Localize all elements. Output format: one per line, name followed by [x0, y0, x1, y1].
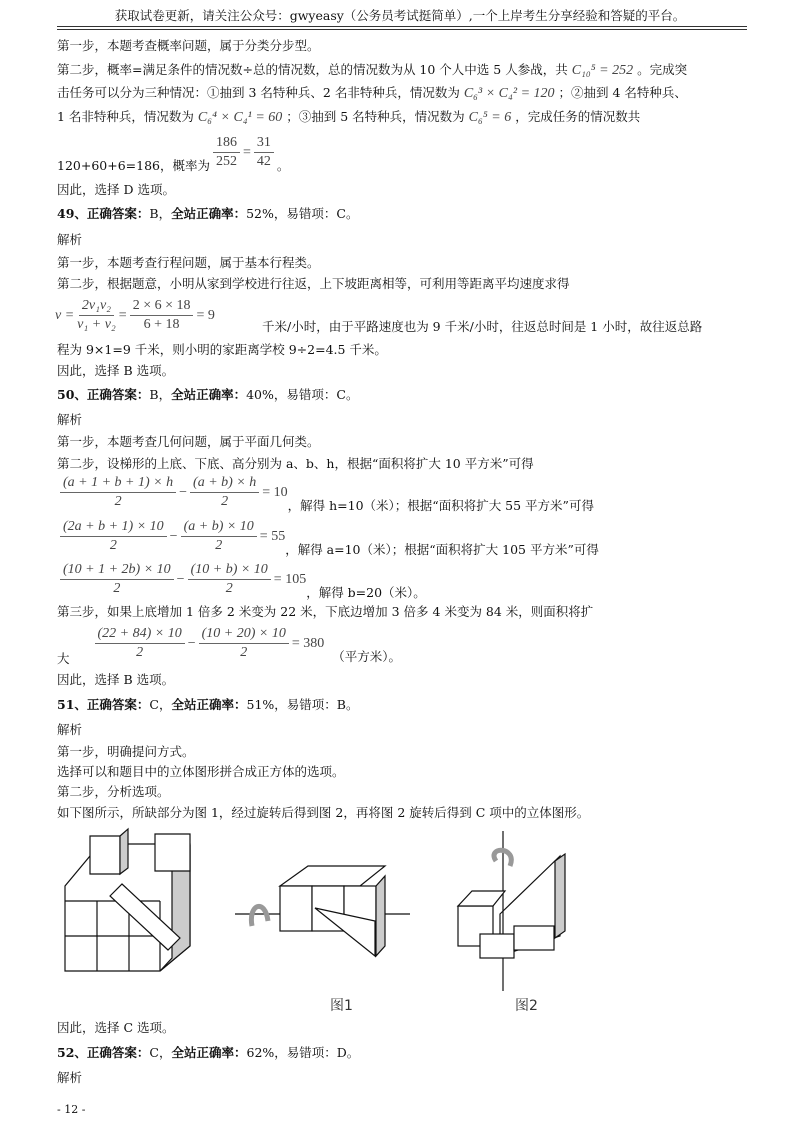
answer: C，	[149, 697, 172, 712]
q49-formula	[55, 297, 215, 334]
text: 120+60+6=186，概率为	[57, 158, 210, 173]
q50-step1: 第一步，本题考查几何问题，属于平面几何类。	[57, 434, 320, 449]
numerator: (10 + 1 + 2b) × 10	[60, 561, 174, 580]
equals: =	[118, 308, 127, 323]
result: = 10	[262, 485, 288, 500]
text: ，完成任务的情况数共	[515, 109, 641, 124]
label: 51、正确答案：	[57, 697, 150, 712]
fraction	[95, 625, 185, 662]
denominator: 252	[216, 154, 237, 169]
fraction	[60, 474, 176, 511]
minus: −	[179, 485, 188, 500]
label: 全站正确率：	[171, 387, 247, 402]
math: v =	[55, 308, 75, 323]
math: C₁₀⁵ = 252	[571, 63, 634, 78]
numerator: 31	[254, 134, 274, 153]
math: C₆⁵ = 6	[468, 110, 512, 125]
fraction	[213, 134, 240, 171]
q50-equation-3	[57, 561, 426, 602]
rate: 40%，易错项：C。	[246, 387, 359, 402]
fraction	[130, 297, 194, 334]
label: 49、正确答案：	[57, 206, 150, 221]
minus: −	[169, 529, 178, 544]
q50-step2: 第二步，设梯形的上底、下底、高分别为 a、b、h，根据“面积将扩大 10 平方米”可得	[57, 456, 534, 471]
q51-conclusion: 因此，选择 C 选项。	[57, 1020, 175, 1035]
q51-line2: 选择可以和题目中的立体图形拼合成正方体的选项。	[57, 764, 345, 779]
q48-step2	[57, 61, 687, 80]
denominator: v₁ + v₂	[77, 317, 116, 332]
denominator: 6 + 18	[143, 317, 180, 332]
fraction	[190, 474, 259, 511]
numerator: (a + 1 + b + 1) × h	[60, 474, 176, 493]
label: 52、正确答案：	[57, 1045, 150, 1060]
label: 50、正确答案：	[57, 387, 150, 402]
denominator: 2	[221, 494, 229, 509]
q48-line4	[57, 108, 640, 127]
figure-1-caption: 图1	[330, 998, 353, 1014]
label: 全站正确率：	[171, 1045, 247, 1060]
label: 全站正确率：	[171, 697, 247, 712]
text: 。完成突	[637, 62, 688, 77]
result: = 105	[273, 572, 307, 587]
denominator: 2	[225, 581, 233, 596]
text: （平方米）。	[332, 649, 402, 664]
numerator: (10 + b) × 10	[188, 561, 271, 580]
text: ，解得 a=10（米）；根据“面积将扩大 105 平方米”可得	[285, 542, 599, 557]
denominator: 2	[113, 581, 121, 596]
text: ；②抽到 4 名特种兵、	[558, 85, 687, 100]
result: = 380	[291, 636, 325, 651]
q48-line5	[57, 134, 289, 175]
text: ，解得 h=10（米）；根据“面积将扩大 55 平方米”可得	[287, 498, 594, 513]
fraction	[254, 134, 274, 171]
figure-1-illustration	[235, 866, 410, 956]
numerator: 186	[213, 134, 240, 153]
q50-conclusion: 因此，选择 B 选项。	[57, 672, 175, 687]
q48-line3	[57, 84, 687, 103]
text: 第二步，概率=满足条件的情况数÷总的情况数，总的情况数为从 10 个人中选 5 人参战，共	[57, 62, 568, 77]
q50-equation-1	[57, 474, 594, 515]
denominator: 2	[114, 494, 122, 509]
q50-answer-header	[57, 386, 358, 404]
equals: =	[243, 145, 251, 160]
page-header: 获取试卷更新，请关注公众号：gwyeasy（公务员考试挺简单）,一个上岸考生分享经验和答疑的平台。	[114, 8, 686, 23]
text: 。	[276, 158, 290, 173]
q48-step1: 第一步，本题考查概率问题，属于分类分步型。	[57, 38, 320, 53]
q51-step2: 第二步，分析选项。	[57, 784, 170, 799]
rate: 52%，易错项：C。	[246, 206, 359, 221]
fraction	[60, 561, 174, 598]
q48-conclusion: 因此，选择 D 选项。	[57, 182, 175, 197]
numerator: 2v₁v₂	[79, 297, 114, 316]
denominator: 2	[240, 645, 248, 660]
q50-analysis-label: 解析	[57, 412, 83, 427]
numerator: (a + b) × 10	[181, 518, 257, 537]
q49-step2: 第二步，根据题意，小明从家到学校进行往返，上下坡距离相等，可利用等距离平均速度求得	[57, 276, 570, 291]
text: 大	[57, 651, 70, 666]
denominator: 2	[215, 538, 223, 553]
numerator: (2a + b + 1) × 10	[60, 518, 167, 537]
q51-step1: 第一步，明确提问方式。	[57, 744, 195, 759]
q52-analysis-label: 解析	[57, 1070, 83, 1085]
q49-analysis-label: 解析	[57, 232, 83, 247]
numerator: (10 + 20) × 10	[199, 625, 289, 644]
q51-analysis-label: 解析	[57, 722, 83, 737]
fraction	[188, 561, 271, 598]
q49-line3: 千米/小时，由于平路速度也为 9 千米/小时，往返总时间是 1 小时，故往返总路	[262, 319, 703, 334]
minus: −	[176, 572, 185, 587]
q52-answer-header	[57, 1044, 359, 1062]
text: 1 名非特种兵，情况数为	[57, 109, 194, 124]
numerator: (22 + 84) × 10	[95, 625, 185, 644]
figure-2-caption: 图2	[515, 998, 538, 1014]
text: ，解得 b=20（米）。	[306, 585, 426, 600]
math: C₆⁴ × C₄¹ = 60	[197, 110, 283, 125]
rate: 51%，易错项：B。	[246, 697, 359, 712]
denominator: 42	[256, 154, 271, 169]
fraction	[181, 518, 257, 555]
q50-equation-2	[57, 518, 599, 559]
answer: B，	[149, 387, 172, 402]
fraction	[60, 518, 167, 555]
denominator: 2	[136, 645, 144, 660]
q51-answer-header	[57, 696, 358, 714]
numerator: 2 × 6 × 18	[130, 297, 194, 316]
math: C₆³ × C₄² = 120	[463, 86, 555, 101]
q49-conclusion: 因此，选择 B 选项。	[57, 363, 175, 378]
q50-step3: 第三步，如果上底增加 1 倍多 2 米变为 22 米，下底边增加 3 倍多 4 米变为 84 米，则面积将扩	[57, 604, 594, 619]
label: 全站正确率：	[171, 206, 247, 221]
q51-line4: 如下图所示，所缺部分为图 1，经过旋转后得到图 2，再将图 2 旋转后得到 C 项中的立体图形。	[57, 805, 590, 820]
figure-2-illustration	[458, 831, 565, 991]
cube-assembly-illustration	[65, 829, 190, 971]
page-number: - 12 -	[57, 1103, 86, 1116]
answer: C，	[149, 1045, 172, 1060]
fraction	[199, 625, 289, 662]
q50-equation-4	[57, 625, 401, 668]
q49-answer-header	[57, 205, 358, 223]
denominator: 2	[109, 538, 117, 553]
q49-line4: 程为 9×1=9 千米，则小明的家距离学校 9÷2=4.5 千米。	[57, 342, 387, 357]
answer: B，	[149, 206, 172, 221]
header-rule	[57, 26, 747, 27]
fraction	[77, 297, 116, 334]
result: = 55	[259, 529, 286, 544]
text: 击任务可以分为三种情况：①抽到 3 名特种兵、2 名非特种兵，情况数为	[57, 85, 460, 100]
cube-figure	[60, 826, 620, 1001]
header-rule-2	[57, 29, 747, 30]
result: = 9	[196, 308, 215, 323]
text: ；③抽到 5 名特种兵，情况数为	[286, 109, 465, 124]
numerator: (a + b) × h	[190, 474, 259, 493]
rate: 62%，易错项：D。	[246, 1045, 360, 1060]
minus: −	[187, 636, 196, 651]
q49-step1: 第一步，本题考查行程问题，属于基本行程类。	[57, 255, 320, 270]
